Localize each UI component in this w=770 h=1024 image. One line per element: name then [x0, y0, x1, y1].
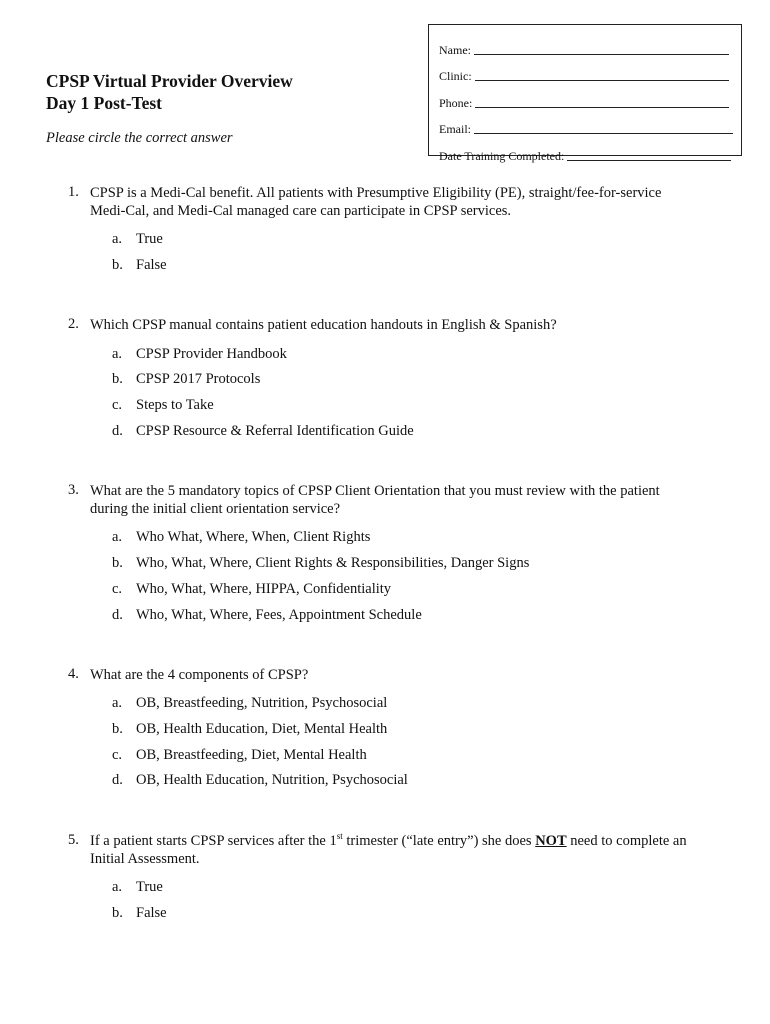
question-text: [90, 832, 700, 868]
question-text: CPSP is a Medi-Cal benefit. All patients with Presumptive Eligibility (PE), straight/fee-for-service Medi-Cal, and Medi-Cal managed care can participate in CPSP services.: [90, 185, 662, 219]
answer-option[interactable]: [0, 227, 770, 253]
question-number: 3.: [68, 482, 79, 499]
instruction-text: Please circle the correct answer: [46, 130, 233, 146]
phone-field[interactable]: [475, 107, 729, 108]
option-letter: a.: [112, 695, 123, 712]
clinic-row: [439, 58, 733, 85]
title-line-1: CPSP Virtual Provider Overview: [46, 71, 293, 91]
answer-option[interactable]: [0, 551, 770, 577]
option-letter: c.: [112, 746, 123, 763]
email-label: Email:: [439, 122, 471, 136]
answer-option[interactable]: [0, 577, 770, 603]
date-row: [439, 137, 733, 164]
option-letter: b.: [112, 257, 123, 274]
question-text: What are the 4 components of CPSP?: [90, 666, 309, 683]
name-row: [439, 31, 733, 58]
answer-option[interactable]: [0, 717, 770, 743]
question-number: 4.: [68, 665, 79, 682]
option-letter: a.: [112, 345, 123, 362]
question-2: [0, 316, 770, 444]
option-text: Steps to Take: [136, 397, 214, 414]
option-letter: a.: [112, 878, 123, 895]
option-letter: d.: [112, 606, 123, 623]
answer-option[interactable]: [0, 742, 770, 768]
phone-label: Phone:: [439, 95, 473, 110]
answer-option[interactable]: [0, 768, 770, 794]
option-letter: b.: [112, 720, 123, 737]
question-number: 5.: [68, 831, 79, 848]
option-letter: d.: [112, 772, 123, 789]
answer-option[interactable]: [0, 341, 770, 367]
email-field[interactable]: [474, 133, 733, 134]
question-5: [0, 832, 770, 926]
phone-row: [439, 84, 733, 111]
option-text: True: [136, 878, 163, 895]
option-text: OB, Health Education, Diet, Mental Health: [136, 720, 388, 737]
date-field[interactable]: [567, 160, 731, 161]
question-number: 2.: [68, 316, 79, 333]
question-4: [0, 666, 770, 794]
clinic-field[interactable]: [475, 80, 729, 81]
question-text: Which CPSP manual contains patient education handouts in English & Spanish?: [90, 317, 557, 334]
option-letter: b.: [112, 555, 123, 572]
answer-option[interactable]: [0, 525, 770, 551]
option-text: True: [136, 231, 163, 248]
option-letter: a.: [112, 529, 123, 546]
option-text: CPSP Resource & Referral Identification Guide: [136, 422, 414, 439]
ordinal-suffix: st: [336, 830, 343, 841]
option-letter: c.: [112, 580, 123, 597]
answer-option[interactable]: [0, 900, 770, 926]
option-text: OB, Breastfeeding, Diet, Mental Health: [136, 746, 367, 763]
question-1: [0, 184, 770, 278]
option-text: Who, What, Where, HIPPA, Confidentiality: [136, 580, 392, 597]
question-text: What are the 5 mandatory topics of CPSP Client Orientation that you must review with the patient during the initial client orientation service?: [90, 483, 660, 518]
emphasis-not: NOT: [535, 832, 567, 849]
answer-option[interactable]: [0, 875, 770, 901]
question-text-part-2: trimester (“late entry”) she does: [342, 832, 536, 849]
option-text: Who, What, Where, Client Rights & Responsibilities, Danger Signs: [136, 555, 530, 572]
option-letter: b.: [112, 371, 123, 388]
option-text: False: [136, 257, 167, 274]
clinic-label: Clinic:: [439, 69, 472, 83]
option-text: OB, Health Education, Nutrition, Psychosocial: [136, 772, 408, 789]
option-text: False: [136, 904, 167, 921]
name-label: Name:: [439, 42, 471, 57]
answer-option[interactable]: [0, 393, 770, 419]
question-text-part-3: need to complete an Initial Assessment.: [90, 832, 687, 867]
name-field[interactable]: [474, 54, 729, 55]
option-letter: c.: [112, 397, 123, 414]
answer-option[interactable]: [0, 691, 770, 717]
option-letter: b.: [112, 904, 123, 921]
option-text: Who, What, Where, Fees, Appointment Schedule: [136, 606, 422, 623]
option-text: CPSP Provider Handbook: [136, 345, 287, 362]
option-text: Who What, Where, When, Client Rights: [136, 529, 371, 546]
page-title: [46, 70, 293, 114]
answer-option[interactable]: [0, 602, 770, 628]
option-text: CPSP 2017 Protocols: [136, 371, 261, 388]
question-3: [0, 482, 770, 628]
email-row: [439, 111, 733, 138]
option-letter: d.: [112, 422, 123, 439]
question-list: [0, 184, 770, 964]
title-line-2: Day 1 Post-Test: [46, 93, 163, 113]
answer-option[interactable]: [0, 418, 770, 444]
question-number: 1.: [68, 184, 79, 200]
answer-option[interactable]: [0, 253, 770, 279]
answer-option[interactable]: [0, 367, 770, 393]
date-label: Date Training Completed:: [439, 148, 565, 163]
option-letter: a.: [112, 231, 123, 248]
participant-info-box: [428, 24, 742, 163]
option-text: OB, Breastfeeding, Nutrition, Psychosocial: [136, 695, 388, 712]
question-text-part-1: If a patient starts CPSP services after the 1: [90, 832, 337, 849]
